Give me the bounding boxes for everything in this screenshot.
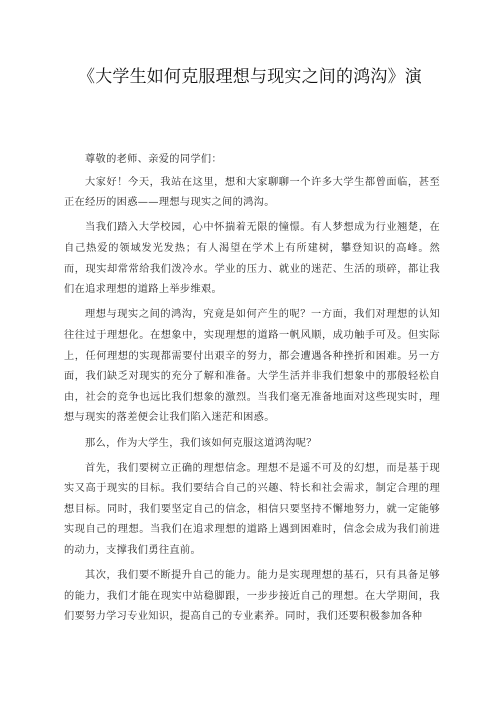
paragraph-5: 首先，我们要树立正确的理想信念。理想不是遥不可及的幻想，而是基于现实又高于现实的目标。我们要结合自己的兴趣、特长和社会需求，制定合理的理想目标。同时，我们要坚定自己的信念，相信只要坚持不懈地努力，就一定能够实现自己的理想。当我们在追求理想的道路上遇到困难时，信念会成为我们前进的动力，支撑我们勇往直前。: [64, 462, 440, 557]
paragraph-3: 理想与现实之间的鸿沟，究竟是如何产生的呢？一方面，我们对理想的认知往往过于理想化。在想象中，实现理想的道路一帆风顺，成功触手可及。但实际上，任何理想的实现都需要付出艰辛的努力，都会遭遇各种挫折和困难。另一方面，我们缺乏对现实的充分了解和准备。大学生活并非我们想象中的那般轻松自由，社会的竞争也远比我们想象的激烈。当我们毫无准备地面对这些现实时，理想与现实的落差便会让我们陷入迷茫和困惑。: [64, 309, 440, 424]
paragraph-4: 那么，作为大学生，我们该如何克服这道鸿沟呢？: [85, 437, 317, 449]
paragraph-1: 大家好！今天，我站在这里，想和大家聊聊一个许多大学生都曾面临，甚至正在经历的困惑——理想与现实之间的鸿沟。: [64, 176, 440, 209]
paragraph-2: 当我们踏入大学校园，心中怀揣着无限的憧憬。有人梦想成为行业翘楚，在自己热爱的领域发光发热；有人渴望在学术上有所建树，攀登知识的高峰。然而，现实却常常给我们泼冷水。学业的压力、就业的迷茫、生活的琐碎，都让我们在追求理想的道路上举步维艰。: [64, 222, 440, 296]
greeting-line: 尊敬的老师、亲爱的同学们：: [85, 154, 222, 165]
document-title: 《大学生如何克服理想与现实之间的鸿沟》演: [78, 67, 422, 87]
paragraph-6: 其次，我们要不断提升自己的能力。能力是实现理想的基石，只有具备足够的能力，我们才能在现实中站稳脚跟，一步步接近自己的理想。在大学期间，我们要努力学习专业知识，提高自己的专业素养。同时，我们还要积极参加各种: [64, 570, 440, 623]
document-body: [64, 150, 440, 633]
